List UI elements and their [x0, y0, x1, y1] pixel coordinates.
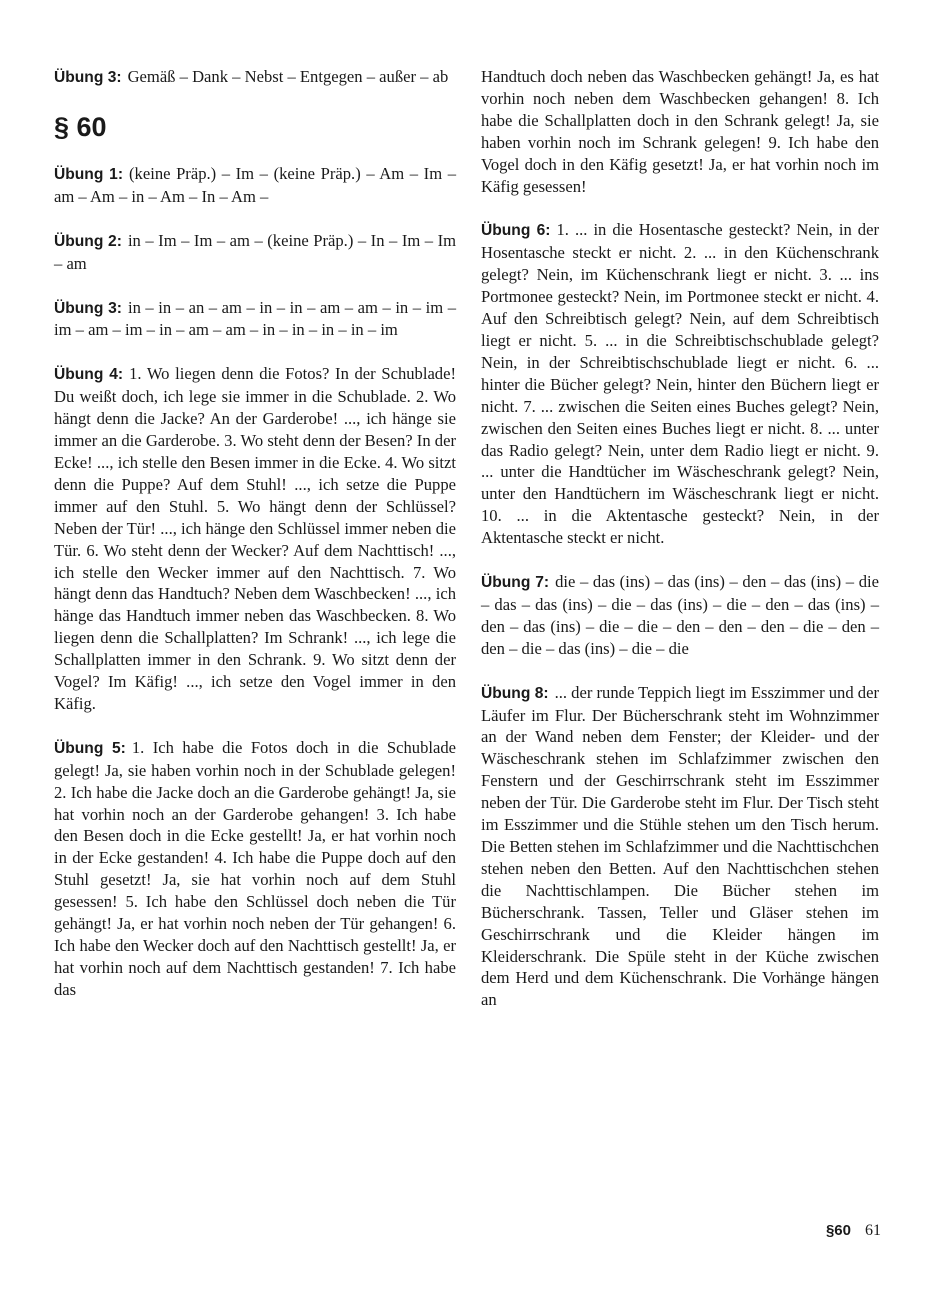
exercise-label: Übung 8:	[481, 684, 549, 702]
exercise-text: 1. Wo liegen denn die Fotos? In der Schublade! Du weißt doch, ich lege sie immer in die Schublade. 2. Wo hängt denn die Jacke? An der Garderobe! ..., ich hänge sie immer an die Garderobe. 3. Wo steht denn der Besen? In der Ecke! ..., ich stelle den Besen immer in die Ecke. 4. Wo sitzt denn die Puppe? Auf dem Stuhl! ..., ich setze die Puppe immer auf den Stuhl. 5. Wo hängt denn der Schlüssel? Neben der Tür! ..., ich hänge den Schlüssel immer neben die Tür. 6. Wo steht denn der Wecker? Auf dem Nachttisch! ..., ich stelle den Wecker immer auf den Nachttisch. 7. Wo hängt denn das Handtuch? Neben dem Waschbecken! ..., ich hänge das Handtuch immer neben das Waschbecken. 8. Wo liegen denn die Schallplatten? Im Schrank! ..., ich lege die Schallplatten immer in den Schrank. 9. Wo sitzt denn der Vogel? Im Käfig! ..., ich setze den Vogel immer in den Käfig.	[54, 364, 456, 713]
exercise-label: Übung 2:	[54, 232, 122, 250]
exercise-6	[481, 219, 879, 549]
exercise-text: die – das (ins) – das (ins) – den – das (ins) – die – das – das (ins) – die – das (ins) – die – den – das (ins) – den – das (ins) – die – die – den – den – den – die – den – den – die – das (ins) – die – die	[481, 572, 880, 658]
section-heading: § 60	[54, 111, 107, 142]
footer-section: §60	[825, 1222, 851, 1239]
exercise-text: (keine Präp.) – Im – (keine Präp.) – Am – Im – am – Am – in – Am – In – Am –	[54, 163, 457, 206]
exercise-text: 1. Ich habe die Fotos doch in die Schublade gelegt! Ja, sie haben vorhin noch in der Schublade gelegen! 2. Ich habe die Jacke doch an die Garderobe gehängt! Ja, sie hat vorhin noch an der Garderobe gehangen! 3. Ich habe den Besen doch in die Ecke gestellt! Ja, er hat vorhin noch in der Ecke gestanden! 4. Ich habe die Puppe doch auf den Stuhl gesetzt! Ja, sie hat vorhin noch auf dem Stuhl gesessen! 5. Ich habe den Schlüssel doch neben die Tür gehängt! Ja, er hat vorhin noch neben der Tür gehangen! 6. Ich habe den Wecker doch auf den Nachttisch gestellt! Ja, er hat vorhin noch auf dem Nachttisch gestanden! 7. Ich habe das	[54, 737, 457, 999]
exercise-text: ... der runde Teppich liegt im Esszimmer und der Läufer im Flur. Der Bücherschrank steht im Wohnzimmer an der Wand neben dem Fenster; der Kleider- und der Wäscheschrank stehen im Schlafzimmer zwischen den Fenstern und der Geschirrschrank steht im Esszimmer neben der Tür. Die Garderobe steht im Flur. Der Tisch steht im Esszimmer und die Stühle stehen um den Tisch herum. Die Betten stehen im Schlafzimmer und die Nachttischchen stehen neben den Betten. Auf den Nachttischchen stehen die Nachttischlampen. Die Bücher stehen im Bücherschrank. Tassen, Teller und Gläser stehen im Geschirrschrank und die Kleider hängen im Kleiderschrank. Die Spüle steht in der Küche zwischen dem Herd und dem Küchenschrank. Die Vorhänge hängen an	[481, 682, 879, 1010]
exercise-text: Gemäß – Dank – Nebst – Entgegen – außer – ab	[127, 67, 449, 86]
exercise-label: Übung 3:	[54, 299, 122, 317]
exercise-5-continued	[481, 66, 879, 197]
exercise-1	[54, 163, 456, 208]
exercise-text: in – in – an – am – in – in – am – am – in – im – im – am – im – in – am – am – in – in – in – in – im	[54, 297, 456, 340]
left-column	[54, 66, 456, 1023]
exercise-8	[481, 682, 879, 1012]
exercise-label: Übung 4:	[54, 366, 124, 384]
exercise-label: Übung 5:	[54, 739, 126, 757]
exercise-3	[54, 297, 456, 342]
exercise-3-previous	[54, 66, 456, 89]
exercise-2	[54, 230, 456, 275]
exercise-text: 1. ... in die Hosentasche gesteckt? Nein, in der Hosentasche steckt er nicht. 2. ... in den Küchenschrank gelegt? Nein, im Küchenschrank liegt er nicht. 3. ... ins Portmonee gesteckt? Nein, im Portmonee steckt er nicht. 4. Auf den Schreibtisch gelegt? Nein, auf dem Schreibtisch liegt er nicht. 5. ... in die Schreibtischschublade gelegt? Nein, in der Schreibtischschublade liegt er nicht. 6. ... hinter die Bücher gelegt? Nein, hinter den Büchern liegt er nicht. 7. ... zwischen die Seiten eines Buches gelegt? Nein, zwischen den Seiten eines Buches liegt er nicht. 8. ... unter das Radio gelegt? Nein, unter dem Radio liegt er nicht. 9. ... unter die Handtücher im Wäscheschrank gelegt? Nein, unter den Handtüchern im Wäscheschrank liegt er nicht. 10. ... in die Aktentasche gesteckt? Nein, in der Aktentasche steckt er nicht.	[481, 220, 879, 548]
exercise-7	[481, 571, 879, 660]
exercise-label: Übung 7:	[481, 574, 550, 592]
exercise-4	[54, 363, 456, 715]
page-footer	[826, 1222, 881, 1240]
exercise-label: Übung 1:	[54, 165, 124, 183]
exercise-label: Übung 3:	[54, 69, 122, 86]
exercise-label: Übung 6:	[481, 222, 551, 240]
exercise-text: Handtuch doch neben das Waschbecken gehängt! Ja, es hat vorhin noch neben dem Waschbecken gehangen! 8. Ich habe die Schallplatten doch in den Schrank gelegt! Ja, sie haben vorhin noch im Schrank gelegen! 9. Ich habe den Vogel doch in den Käfig gesetzt! Ja, er hat vorhin noch im Käfig gesessen!	[481, 67, 879, 196]
exercise-5	[54, 737, 456, 1001]
page-number: 61	[865, 1222, 881, 1239]
exercise-text: in – Im – Im – am – (keine Präp.) – In – Im – Im – am	[54, 230, 457, 273]
right-column	[481, 66, 879, 1033]
